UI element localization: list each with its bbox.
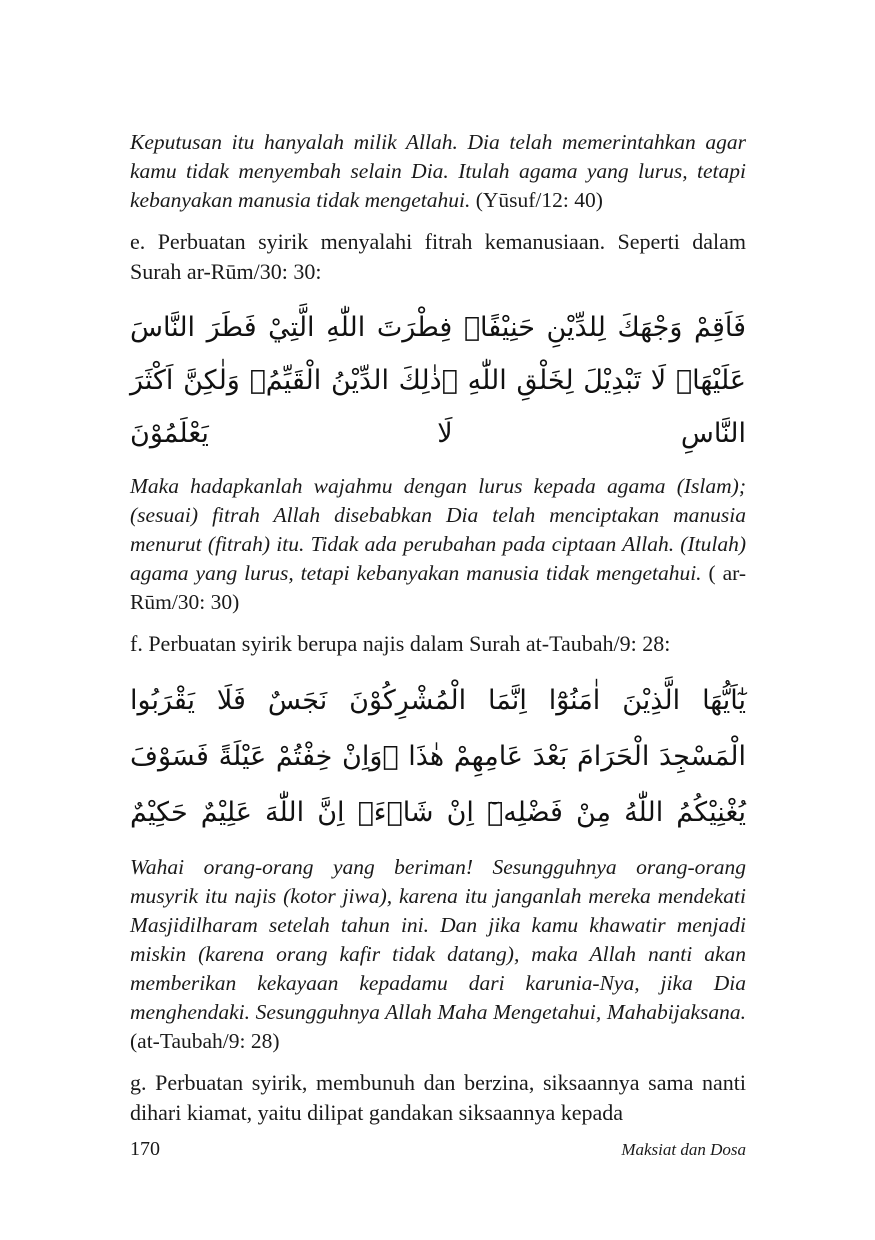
translation-text: Wahai orang-orang yang beriman! Sesungguhnya orang-orang musyrik itu najis (kotor jiwa), karena itu janganlah mereka mendekati Masjidilharam setelah tahun ini. Dan jika kamu khawatir menjadi miskin (karena orang kafir tidak datang), maka Allah nanti akan memberikan kekayaan kepadamu dari karunia-Nya, jika Dia menghendaki. Sesungguhnya Allah Maha Mengetahui, Mahabijaksana.	[130, 855, 746, 1024]
translation-text: Keputusan itu hanyalah milik Allah. Dia telah memerintahkan agar kamu tidak menyembah selain Dia. Itulah agama yang lurus, tetapi kebanyakan manusia tidak mengetahui.	[130, 130, 746, 212]
verse-reference: ( ar-Rūm/30: 30)	[130, 561, 747, 614]
translation-ar-rum	[130, 472, 746, 617]
translation-at-taubah	[130, 853, 746, 1056]
point-e: e. Perbuatan syirik menyalahi fitrah kemanusiaan. Seperti dalam Surah ar-Rūm/30: 30:	[130, 229, 746, 284]
translation-yusuf	[130, 128, 746, 215]
running-title: Maksiat dan Dosa	[621, 1140, 746, 1159]
page-body	[130, 128, 746, 1128]
page-footer	[130, 1138, 746, 1168]
point-f: f. Perbuatan syirik berupa najis dalam Surah at-Taubah/9: 28:	[130, 631, 671, 656]
arabic-verse-ar-rum: فَاَقِمْ وَجْهَكَ لِلدِّيْنِ حَنِيْفًاۗ فِطْرَتَ اللّٰهِ الَّتِيْ فَطَرَ النَّاسَ عَلَيْهَاۗ لَا تَبْدِيْلَ لِخَلْقِ اللّٰهِ ۗذٰلِكَ الدِّيْنُ الْقَيِّمُۙ وَلٰكِنَّ اَكْثَرَ النَّاسِ لَا يَعْلَمُوْنَ	[130, 312, 746, 449]
arabic-verse-at-taubah: يٰٓاَيُّهَا الَّذِيْنَ اٰمَنُوْٓا اِنَّمَا الْمُشْرِكُوْنَ نَجَسٌ فَلَا يَقْرَبُوا الْمَسْجِدَ الْحَرَامَ بَعْدَ عَامِهِمْ هٰذَا ۚوَاِنْ خِفْتُمْ عَيْلَةً فَسَوْفَ يُغْنِيْكُمُ اللّٰهُ مِنْ فَضْلِهٖٓ اِنْ شَاۤءَۗ اِنَّ اللّٰهَ عَلِيْمٌ حَكِيْمٌ	[130, 685, 746, 828]
verse-reference: (Yūsuf/12: 40)	[475, 188, 603, 212]
page-number: 170	[130, 1138, 160, 1160]
verse-reference: (at-Taubah/9: 28)	[130, 1029, 280, 1053]
translation-text: Maka hadapkanlah wajahmu dengan lurus kepada agama (Islam); (sesuai) fitrah Allah disebabkan Dia telah menciptakan manusia menurut (fitrah) itu. Tidak ada perubahan pada ciptaan Allah. (Itulah) agama yang lurus, tetapi kebanyakan manusia tidak mengetahui.	[130, 474, 746, 585]
point-g: g. Perbuatan syirik, membunuh dan berzina, siksaannya sama nanti dihari kiamat, yaitu dilipat gandakan siksaannya kepada	[130, 1070, 746, 1125]
